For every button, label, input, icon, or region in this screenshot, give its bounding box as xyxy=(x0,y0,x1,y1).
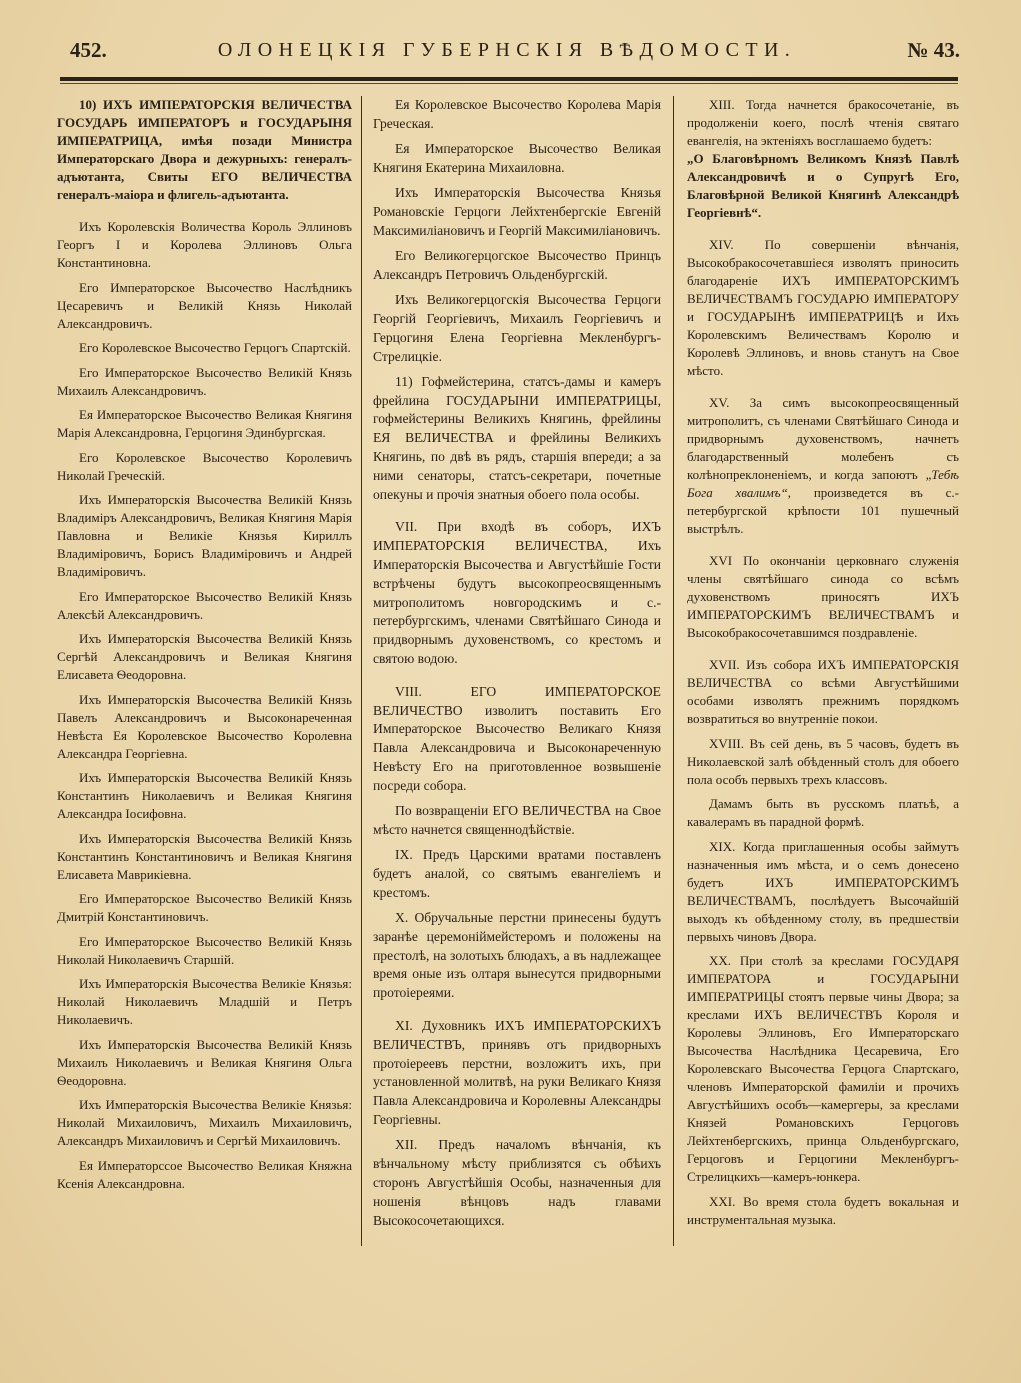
issue-number: № 43. xyxy=(907,37,960,62)
newspaper-title: ОЛОНЕЦКІЯ ГУБЕРНСКІЯ ВѢДОМОСТИ. xyxy=(217,38,797,61)
paragraph: Его Королевское Высочество Королевичъ Николай Греческій. xyxy=(57,449,352,483)
paragraph: Ихъ Императорскія Высочества Великій Князь Сергѣй Александровичъ и Великая Княгиня Елисавета Ѳеодоровна. xyxy=(57,631,352,682)
paragraph: Ея Императорское Высочество Великая Княгиня Марія Александровна, Герцогиня Эдинбургская. xyxy=(57,407,352,440)
section-viii: VIII. ЕГО ИМПЕРАТОРСКОЕ ВЕЛИЧЕСТВО изволитъ поставить Его Императорское Высочество Великаго Князя Павла Александровича и Высоконареченную Невѣсту Его на приготовленное возвышеніе посреди собора. xyxy=(373,683,661,793)
column-3 xyxy=(687,96,959,1235)
paragraph: Ихъ Императорскія Высочества Великій Князь Владиміръ Александровичъ, Великая Княгиня Марія Павловна и Великіе Князья Кириллъ Владиміровичъ, Борисъ Владиміровичъ и Андрей Владиміровичъ. xyxy=(57,492,352,579)
column-2 xyxy=(373,96,661,1237)
paragraph: Ихъ Императорскія Высочества Великій Князь Михаилъ Николаевичъ и Великая Княгиня Ольга Ѳеодоровна. xyxy=(57,1036,352,1088)
paragraph: Ея Императорссое Высочество Великая Княжна Ксенія Александровна. xyxy=(57,1157,352,1191)
section-xi: XI. Духовникъ ИХЪ ИМПЕРАТОРСКИХЪ ВЕЛИЧЕСТВЪ, принявъ отъ придворныхъ протоіереевъ перстни, возложитъ ихъ, при установленной молитвѣ, на руки Великаго Князя Павла Александровича и Королевны Александры Георгіевны. xyxy=(373,1018,661,1128)
section-xix: XIX. Когда приглашенныя особы займутъ назначенныя имъ мѣста, и о семъ донесено будетъ ИХЪ ИМПЕРАТОРСКИМЪ ВЕЛИЧЕСТВАМЪ, послѣдуетъ Высочайшій выходъ къ обѣденному столу, въ предшествіи первыхъ чиновъ Двора. xyxy=(687,838,959,944)
column-divider xyxy=(673,96,674,1246)
column-1 xyxy=(57,96,352,1199)
paragraph: Ихъ Императорскія Высочества Князья Романовскіе Герцоги Лейхтенбергскіе Евгеній Максимиліановичъ и Георгій Максимиліановичъ. xyxy=(373,185,661,238)
paragraph: Дамамъ быть въ русскомъ платьѣ, а кавалерамъ въ парадной формѣ. xyxy=(687,796,959,829)
section-ix: IX. Предъ Царскими вратами поставленъ будетъ аналой, со святымъ евангеліемъ и крестомъ. xyxy=(373,847,661,900)
section-xv xyxy=(687,394,959,538)
section-xv-tail: , произведется въ с.-петербургской крѣпости 101 пушечный выстрѣлъ. xyxy=(687,485,959,536)
paragraph: Ихъ Императорскія Высочества Великій Князь Павелъ Александровичъ и Высоконареченная Невѣста Ея Королевское Высочество Королевна Александра Георгіевна. xyxy=(57,691,352,761)
paragraph: Ихъ Императорскія Высочества Великіе Князья: Николай Михаиловичъ, Михаилъ Михаиловичъ, Александръ Михаиловичъ и Сергѣй Михаиловичъ. xyxy=(57,1097,352,1148)
paragraph: Его Императорское Высочество Великій Князь Алексѣй Александровичъ. xyxy=(57,588,352,622)
section-xiii: XIII. Тогда начнется бракосочетаніе, въ продолженіи коего, послѣ чтенія святаго евангелія, на эктеніяхъ восглашаемо будетъ: xyxy=(687,97,959,148)
paragraph: Его Великогерцогское Высочество Принцъ Александръ Петровичъ Ольденбургскій. xyxy=(373,248,661,282)
section-xvi: XVI По окончаніи церковнаго служенія члены святѣйшаго синода со всѣмъ духовенствомъ приносятъ ИХЪ ИМПЕРАТОРСКИМЪ ВЕЛИЧЕСТВАМЪ и Высокобракосочетавшимся поздравленіе. xyxy=(687,553,959,640)
paragraph: Ихъ Великогерцогскія Высочества Герцоги Георгій Георгіевичъ, Михаилъ Георгіевичъ и Герцогиня Елена Георгіевна Мекленбургъ-Стрелицкіе. xyxy=(373,292,661,364)
paragraph: Его Королевское Высочество Герцогъ Спартскій. xyxy=(79,340,351,355)
section-xvii: XVII. Изъ собора ИХЪ ИМПЕРАТОРСКІЯ ВЕЛИЧЕСТВА со всѣми Августѣйшими особами изволятъ прежнимъ порядкомъ возвратиться во внутренніе покои. xyxy=(687,657,959,726)
paragraph: Ея Императорское Высочество Великая Княгиня Екатерина Михаиловна. xyxy=(373,141,661,175)
header-rule xyxy=(60,77,958,81)
page-number: 452. xyxy=(70,37,107,62)
section-xv-text: XV. За симъ высокопреосвященный митрополитъ, съ членами Святѣйшаго Синода и придворнымъ духовенствомъ, начнетъ благодарственный молебенъ съ колѣнопреклоненіемъ, и когда запоютъ xyxy=(687,395,959,482)
section-xiv: XIV. По совершеніи вѣнчанія, Высокобракосочетавшіеся изволятъ приносить благодареніе ИХЪ ИМПЕРАТОРСКИМЪ ВЕЛИЧЕСТВАМЪ ГОСУДАРЮ ИМПЕРАТОРУ и ГОСУДАРЫНѢ ИМПЕРАТРИЦѢ и Ихъ Королевскимъ Величествамъ Королю и Королевѣ Эллиновъ, и вновь станутъ на Свое мѣсто. xyxy=(687,237,959,378)
section-x: X. Обручальные перстни принесены будутъ заранѣе церемоніймейстеромъ и положены на престолѣ, на золотыхъ блюдахъ, а въ надлежащее время оные изъ олтаря вынесутся придворными протоіереями. xyxy=(373,910,661,1001)
paragraph: Ихъ Императорскія Высочества Великій Князь Константинъ Константиновичъ и Великая Княгиня Елисавета Маврикіевна. xyxy=(57,830,352,882)
paragraph: Его Императорское Высочество Наслѣдникъ Цесаревичъ и Великій Князь Николай Александровичъ. xyxy=(57,279,352,331)
paragraph: По возвращеніи ЕГО ВЕЛИЧЕСТВА на Свое мѣсто начнется священнодѣйствіе. xyxy=(373,803,661,837)
section-xii: XII. Предъ началомъ вѣнчанія, къ вѣнчальному мѣсту приблизятся съ обѣихъ сторонъ Августѣйшія Особы, назначенныя для ношенія вѣнцовъ надъ главами Высокосочетающихся. xyxy=(373,1137,661,1228)
header-rule-thin xyxy=(60,83,958,84)
paragraph: Ихъ Императорскія Высочества Великіе Князья: Николай Николаевичъ Младшій и Петръ Николаевичъ. xyxy=(57,976,352,1027)
paragraph: Ихъ Королевскія Воличества Король Эллиновъ Георгъ I и Королева Эллиновъ Ольга Константиновна. xyxy=(57,219,352,270)
paragraph: Его Императорское Высочество Великій Князь Дмитрій Константиновичъ. xyxy=(57,891,352,924)
hymn-title: „Тебѣ Бога хвалимъ“ xyxy=(687,467,959,500)
paragraph: Ихъ Императорскія Высочества Великій Князь Константинъ Николаевичъ и Великая Княгиня Александра Іосифовна. xyxy=(57,770,352,821)
paragraph: 11) Гофмейстерина, статсъ-дамы и камеръ фрейлина ГОСУДАРЫНИ ИМПЕРАТРИЦЫ, гофмейстерины Великихъ Княгинь, фрейлины ЕЯ ВЕЛИЧЕСТВА и фрейлины Великихъ Княгинь, по двѣ въ рядъ, старшія впереди; а за ними сенаторы, статсъ-секретари, почетные опекуны и прочія знатныя обоего пола особы. xyxy=(373,373,661,502)
page-header xyxy=(70,30,960,70)
litany-quote: „О Благовѣрномъ Великомъ Князѣ Павлѣ Александровичѣ и о Супругѣ Его, Благовѣрной Великой Княгинѣ Александрѣ Георгіевнѣ“. xyxy=(687,151,959,220)
paragraph: Его Императорское Высочество Великій Князь Михаилъ Александровичъ. xyxy=(57,364,352,398)
paragraph: Его Императорское Высочество Великій Князь Николай Николаевичъ Старшій. xyxy=(57,933,352,967)
section-xxi: XXI. Во время стола будетъ вокальная и инструментальная музыка. xyxy=(687,1193,959,1227)
paragraph: Ея Королевское Высочество Королева Марія Греческая. xyxy=(373,97,661,131)
paragraph: 10) ИХЪ ИМПЕРАТОРСКІЯ ВЕЛИЧЕСТВА ГОСУДАРЬ ИМПЕРАТОРЪ и ГОСУДАРЫНЯ ИМПЕРАТРИЦА, имѣя позади Министра Императорскаго Двора и дежурныхъ: генералъ-адъютанта, Свиты ЕГО ВЕЛИЧЕСТВА генералъ-маіора и флигель-адъютанта. xyxy=(57,97,352,202)
section-xx: XX. При столѣ за креслами ГОСУДАРЯ ИМПЕРАТОРА и ГОСУДАРЫНИ ИМПЕРАТРИЦЫ стоятъ первые чины Двора; за креслами ИХЪ ВЕЛИЧЕСТВЪ Короля и Королевы Эллиновъ, Его Императорскаго Высочества Наслѣдника Цесаревича, Его Королевскаго Высочества Герцога Спартскаго, членовъ Императорской фамиліи и прочихъ Августѣйшихъ особъ—камергеры, за креслами Князей Романовскихъ Герцоговъ Лейхтенбергскихъ, принца Ольденбургскаго, Герцоговъ и Герцогини Мекленбургъ-Стрелицкихъ—камеръ-юнкера. xyxy=(687,953,959,1184)
section-vii: VII. При входѣ въ соборъ, ИХЪ ИМПЕРАТОРСКІЯ ВЕЛИЧЕСТВА, Ихъ Императорскія Высочества и Августѣйшіе Гости встрѣчены будутъ высокопреосвященнымъ митрополитомъ новгородскимъ и с.-петербургскимъ, членами Святѣйшаго Синода и придворнымъ духовенствомъ, со крестомъ и святою водою. xyxy=(373,519,661,667)
section-xviii: XVIII. Въ сей день, въ 5 часовъ, будетъ въ Николаевской залѣ обѣденный столъ для обоего пола особъ первыхъ трехъ классовъ. xyxy=(687,735,959,787)
column-divider xyxy=(361,96,362,1246)
